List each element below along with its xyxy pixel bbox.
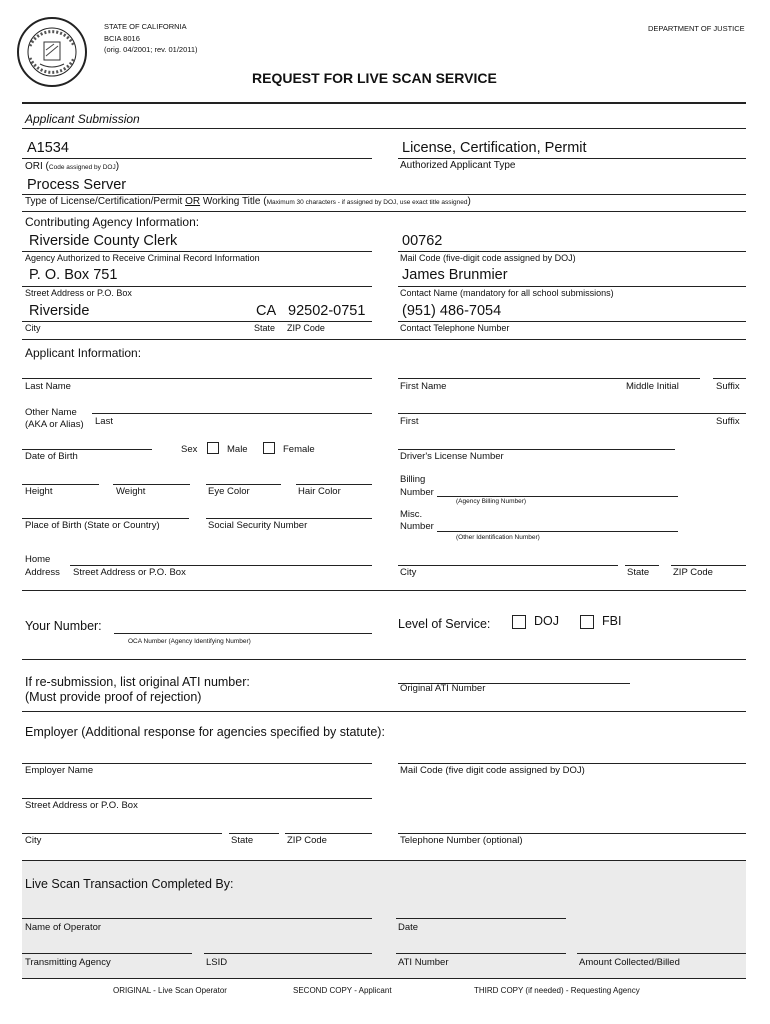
first-name-label: First Name [400, 381, 447, 392]
level-of-service-label: Level of Service: [398, 617, 491, 631]
fbi-checkbox[interactable] [580, 615, 594, 629]
contact-name-value[interactable]: James Brunmier [402, 267, 508, 283]
mail-code-field-line [398, 251, 746, 252]
misc-label-line1: Misc. [400, 509, 423, 520]
female-label: Female [283, 444, 315, 455]
billing-label-line1: Billing [400, 474, 426, 485]
city-label: City [25, 323, 41, 333]
hair-color-field[interactable] [296, 484, 372, 485]
lsid-field[interactable] [204, 953, 372, 954]
working-title-value[interactable]: Process Server [27, 177, 127, 193]
agency-value[interactable]: Riverside County Clerk [29, 233, 178, 249]
misc-label-line2: Number [400, 521, 434, 532]
employer-state-field[interactable] [229, 833, 279, 834]
home-zip-field[interactable] [671, 565, 746, 566]
resubmission-note: (Must provide proof of rejection) [25, 690, 202, 704]
hair-color-label: Hair Color [298, 486, 341, 497]
home-city-label: City [400, 567, 417, 578]
weight-label: Weight [116, 486, 146, 497]
dob-field[interactable] [22, 449, 152, 450]
last-name-field[interactable] [22, 378, 372, 379]
state-value[interactable]: CA [256, 303, 277, 319]
oca-number-sublabel: OCA Number (Agency Identifying Number) [128, 638, 251, 645]
section-divider [22, 211, 746, 212]
last-name-label: Last Name [25, 381, 71, 392]
form-id: BCIA 8016 [104, 34, 140, 43]
footer-original-copy: ORIGINAL - Live Scan Operator [113, 986, 227, 995]
employer-mail-code-field[interactable] [398, 763, 746, 764]
home-street-field[interactable] [70, 565, 372, 566]
misc-number-sublabel: (Other Identification Number) [456, 534, 540, 541]
contact-phone-field-line [398, 321, 746, 322]
amount-field[interactable] [577, 953, 746, 954]
home-label-line1: Home [25, 554, 51, 565]
employer-street-label: Street Address or P.O. Box [25, 800, 138, 811]
aka-suffix-label: Suffix [716, 416, 740, 427]
city-state-zip-field-line [22, 321, 372, 322]
section-divider [22, 659, 746, 660]
first-name-field[interactable] [398, 378, 700, 379]
home-street-label: Street Address or P.O. Box [73, 567, 186, 578]
applicant-type-field-line [398, 158, 746, 159]
transmitting-agency-field[interactable] [22, 953, 192, 954]
your-number-label: Your Number: [25, 619, 102, 633]
misc-number-field[interactable] [437, 531, 678, 532]
middle-initial-label: Middle Initial [626, 381, 679, 392]
employer-phone-field[interactable] [398, 833, 746, 834]
working-title-field-line [22, 194, 746, 195]
mail-code-value[interactable]: 00762 [402, 233, 443, 249]
aka-first-field[interactable] [398, 413, 746, 414]
form-revision: (orig. 04/2001; rev. 01/2011) [104, 45, 198, 54]
height-field[interactable] [22, 484, 99, 485]
section-divider [22, 339, 746, 340]
eye-color-label: Eye Color [208, 486, 250, 497]
contact-phone-value[interactable]: (951) 486-7054 [402, 303, 502, 319]
ssn-field[interactable] [206, 518, 372, 519]
weight-field[interactable] [113, 484, 190, 485]
employer-heading: Employer (Additional response for agencies specified by statute): [25, 725, 385, 739]
live-scan-heading: Live Scan Transaction Completed By: [25, 877, 234, 891]
employer-city-field[interactable] [22, 833, 222, 834]
drivers-license-label: Driver's License Number [400, 451, 504, 462]
male-label: Male [227, 444, 248, 455]
drivers-license-field[interactable] [398, 449, 675, 450]
ssn-label: Social Security Number [208, 520, 308, 531]
doj-label: DOJ [534, 614, 559, 628]
doj-checkbox[interactable] [512, 615, 526, 629]
street-field-line [22, 286, 372, 287]
applicant-type-label: Authorized Applicant Type [400, 160, 516, 171]
applicant-info-heading: Applicant Information: [25, 346, 142, 360]
state-seal-icon [16, 16, 88, 88]
employer-mail-code-label: Mail Code (five digit code assigned by DOJ) [400, 765, 585, 776]
oca-number-field[interactable] [114, 633, 372, 634]
original-ati-label: Original ATI Number [400, 683, 486, 694]
section-divider [22, 128, 746, 129]
employer-phone-label: Telephone Number (optional) [400, 835, 523, 846]
female-checkbox[interactable] [263, 442, 275, 454]
home-state-label: State [627, 567, 650, 578]
employer-city-label: City [25, 835, 42, 846]
aka-first-label: First [400, 416, 419, 427]
section-divider [22, 590, 746, 591]
sex-label: Sex [181, 444, 198, 455]
suffix-field[interactable] [713, 378, 746, 379]
ori-field-line [22, 158, 372, 159]
contact-name-field-line [398, 286, 746, 287]
date-field[interactable] [396, 918, 566, 919]
ori-label: ORI (Code assigned by DOJ) [25, 161, 120, 172]
zip-label: ZIP Code [287, 323, 325, 333]
fbi-label: FBI [602, 614, 622, 628]
footer-second-copy: SECOND COPY - Applicant [293, 986, 392, 995]
ati-number-label: ATI Number [398, 957, 449, 968]
home-state-field[interactable] [625, 565, 659, 566]
agency-label: Agency Authorized to Receive Criminal Record Information [25, 253, 260, 263]
employer-state-label: State [231, 835, 254, 846]
operator-name-label: Name of Operator [25, 922, 102, 933]
employer-zip-label: ZIP Code [287, 835, 327, 846]
amount-label: Amount Collected/Billed [579, 957, 680, 968]
transmitting-agency-label: Transmitting Agency [25, 957, 111, 968]
billing-number-field[interactable] [437, 496, 678, 497]
billing-label-line2: Number [400, 487, 434, 498]
working-title-label: Type of License/Certification/Permit OR Working Title (Maximum 30 characters - if assigned by DOJ, use exact title assigned) [25, 196, 471, 207]
employer-zip-field[interactable] [285, 833, 372, 834]
department-name: DEPARTMENT OF JUSTICE [648, 24, 745, 33]
male-checkbox[interactable] [207, 442, 219, 454]
contact-phone-label: Contact Telephone Number [400, 323, 510, 333]
title-divider [22, 102, 746, 104]
operator-name-field[interactable] [22, 918, 372, 919]
street-label: Street Address or P.O. Box [25, 288, 132, 298]
home-city-field[interactable] [398, 565, 618, 566]
aka-last-label: Last [95, 416, 113, 427]
home-label-line2: Address [25, 567, 60, 578]
state-label: State [254, 323, 276, 333]
height-label: Height [25, 486, 53, 497]
applicant-submission-heading: Applicant Submission [25, 112, 140, 126]
billing-number-sublabel: (Agency Billing Number) [456, 498, 527, 505]
eye-color-field[interactable] [206, 484, 281, 485]
pob-field[interactable] [22, 518, 189, 519]
zip-value[interactable]: 92502-0751 [288, 303, 366, 319]
agency-field-line [22, 251, 372, 252]
date-label: Date [398, 922, 419, 933]
home-zip-label: ZIP Code [673, 567, 713, 578]
applicant-type-value[interactable]: License, Certification, Permit [402, 140, 587, 156]
footer-third-copy: THIRD COPY (if needed) - Requesting Agency [474, 986, 640, 995]
street-value[interactable]: P. O. Box 751 [29, 267, 118, 283]
lsid-label: LSID [206, 957, 228, 968]
mail-code-label: Mail Code (five-digit code assigned by DOJ) [400, 253, 576, 263]
other-name-label: Other Name [25, 407, 77, 418]
employer-name-field[interactable] [22, 763, 372, 764]
page-title: REQUEST FOR LIVE SCAN SERVICE [252, 70, 497, 86]
ori-value[interactable]: A1534 [27, 140, 69, 156]
aka-last-field[interactable] [92, 413, 372, 414]
section-divider [22, 711, 746, 712]
contributing-agency-heading: Contributing Agency Information: [25, 215, 200, 229]
suffix-label: Suffix [716, 381, 740, 392]
dob-label: Date of Birth [25, 451, 78, 462]
pob-label: Place of Birth (State or Country) [25, 520, 160, 531]
ati-number-field[interactable] [396, 953, 566, 954]
state-name: STATE OF CALIFORNIA [104, 22, 187, 31]
employer-street-field[interactable] [22, 798, 372, 799]
city-value[interactable]: Riverside [29, 303, 90, 319]
employer-name-label: Employer Name [25, 765, 94, 776]
aka-label: (AKA or Alias) [25, 419, 84, 430]
contact-name-label: Contact Name (mandatory for all school submissions) [400, 288, 614, 298]
resubmission-label: If re-submission, list original ATI number: [25, 675, 250, 689]
section-divider [22, 978, 746, 979]
